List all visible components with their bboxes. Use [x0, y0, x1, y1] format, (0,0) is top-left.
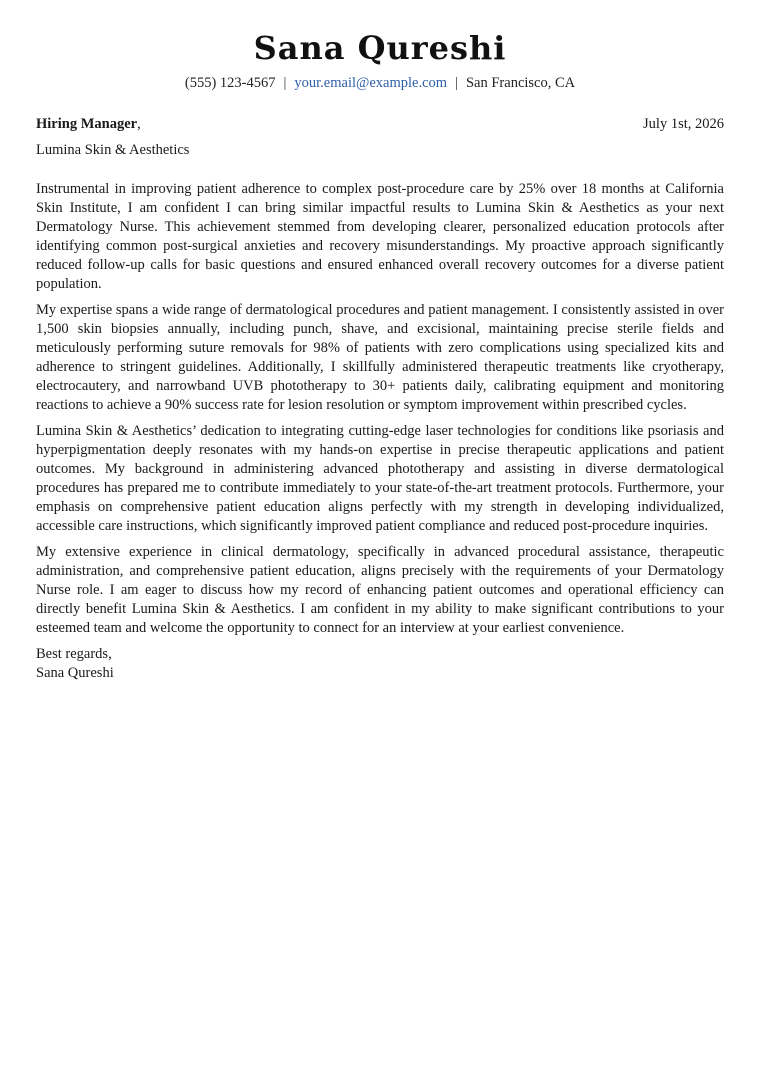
- location: San Francisco, CA: [465, 75, 576, 91]
- body-paragraph: My extensive experience in clinical dermatology, specifically in advanced procedural assistance, therapeutic administration, and comprehensive patient education, aligns precisely with the requirements of your Dermatology Nurse role. I am eager to discuss how my record of enhancing patient outcomes and operational efficiency can directly benefit Lumina Skin & Aesthetics. I am confident in my ability to make significant contributions to your esteemed team and welcome the opportunity to connect for an interview at your earliest convenience.: [36, 544, 724, 636]
- contact-line: [0, 73, 760, 93]
- letter-body: [36, 180, 724, 683]
- phone-number: (555) 123-4567: [184, 75, 276, 91]
- body-paragraph: Instrumental in improving patient adherence to complex post-procedure care by 25% over 18 months at California Skin Institute, I am confident I can bring similar impactful results to Lumina Skin & Aesthetics as your next Dermatology Nurse. This achievement stemmed from developing clearer, personalized education protocols after identifying common post-surgical anxieties and recovery misunderstandings. My proactive approach significantly reduced follow-up calls for basic questions and ensured enhanced overall recovery outcomes for a diverse patient population.: [36, 181, 724, 292]
- recipient-title: [36, 114, 141, 134]
- body-paragraph: Lumina Skin & Aesthetics’ dedication to integrating cutting-edge laser technologies for conditions like psoriasis and hyperpigmentation deeply resonates with my hands-on expertise in precise therapeutic applications and patient outcomes. My background in administering advanced phototherapy and assisting in diverse dermatological procedures has prepared me to contribute immediately to your state-of-the-art treatment protocols. Furthermore, your emphasis on comprehensive patient education aligns perfectly with my strength in developing individualized, accessible care instructions, which significantly improved patient compliance and reduced post-procedure inquiries.: [36, 423, 724, 534]
- recipient-row: [36, 114, 724, 134]
- email-link[interactable]: your.email@example.com: [294, 75, 448, 91]
- body-paragraph: My expertise spans a wide range of dermatological procedures and patient management. I consistently assisted in over 1,500 skin biopsies annually, including punch, shave, and excisional, maintaining precise sterile fields and meticulously performing suture removals for 98% of patients with zero complications using specialized kits and adherence to stringent guidelines. Additionally, I skillfully administered therapeutic treatments like cryotherapy, electrocautery, and narrowband UVB phototherapy to 30+ patients daily, calibrating equipment and monitoring reactions to achieve a 90% success rate for lesion resolution or symptom improvement within prescribed cycles.: [36, 302, 724, 413]
- letter-date: July 1st, 2026: [643, 116, 724, 132]
- closing-salutation: Best regards,: [36, 646, 112, 662]
- applicant-name: Sana Qureshi: [253, 29, 507, 67]
- recipient-title-suffix: ,: [137, 116, 141, 132]
- contact-separator: |: [283, 75, 287, 91]
- recipient-company: Lumina Skin & Aesthetics: [36, 142, 190, 158]
- contact-separator: |: [455, 75, 458, 91]
- recipient-title-text: Hiring Manager: [36, 116, 138, 132]
- closing-signature: Sana Qureshi: [36, 665, 114, 681]
- closing-block: [36, 645, 724, 683]
